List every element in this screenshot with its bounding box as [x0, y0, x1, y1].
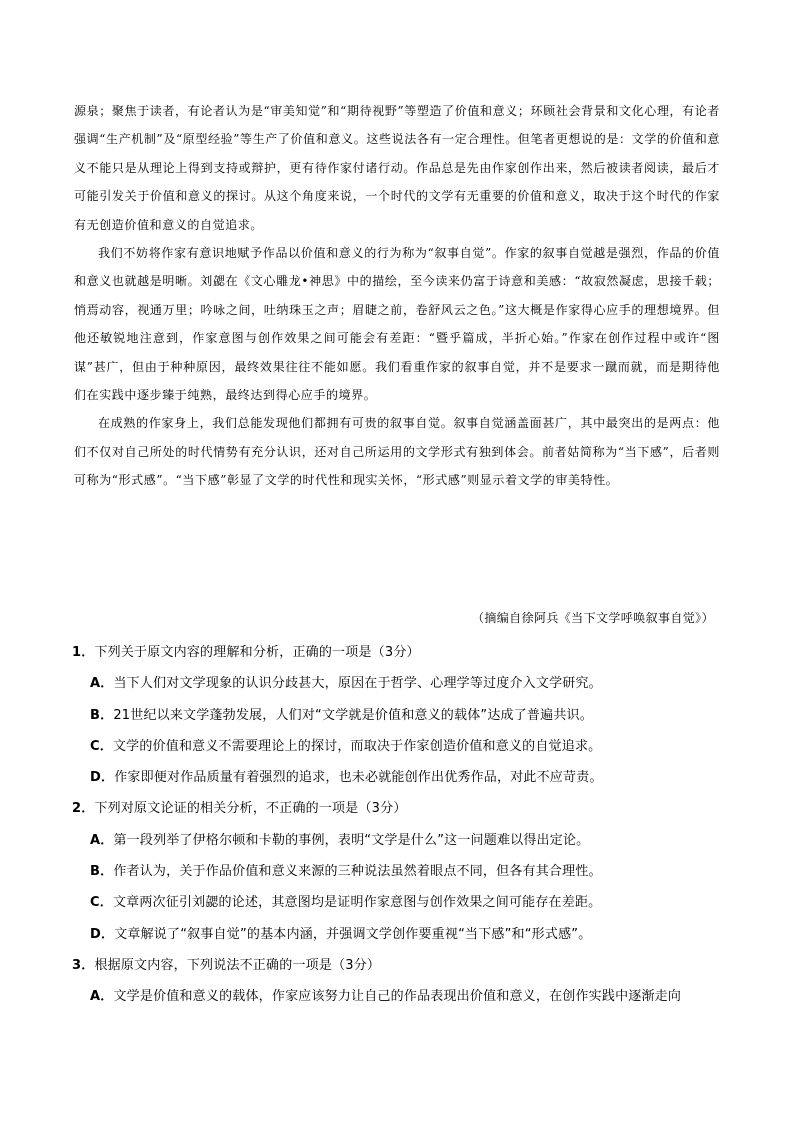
option-letter: B． — [90, 707, 114, 723]
option-text: 文学的价值和意义不需要理论上的探讨，而取决于作家创造价值和意义的自觉追求。 — [112, 738, 602, 754]
option-text: 21世纪以来文学蓬勃发展，人们对“文学就是价值和意义的载体”达成了普遍共识。 — [113, 707, 593, 723]
option-b[interactable] — [72, 700, 722, 731]
option-c[interactable] — [72, 887, 722, 918]
question-stem — [72, 637, 722, 668]
option-letter: B． — [90, 864, 114, 880]
passage-paragraph-2: 我们不妨将作家有意识地赋予作品以价值和意义的行为称为“叙事自觉”。作家的叙事自觉越是强烈，作品的价值和意义也就越是明晰。刘勰在《文心雕龙•神思》中的描绘，至今读来仍富于诗意和美感：“故寂然凝虑，思接千载；悄焉动容，视通万里；吟咏之间，吐纳珠玉之声；眉睫之前，卷舒风云之色。”这大概是作家得心应手的理想境界。但他还敏锐地注意到，作家意图与创作效果之间可能会有差距：“暨乎篇成，半折心始。”作家在创作过程中或许“图谋”甚广，但由于种种原因，最终效果往往不能如愿。我们看重作家的叙事自觉，并不是要求一蹴而就，而是期待他们在实践中逐步臻于纯熟，最终达到得心应手的境界。 — [74, 246, 720, 403]
option-text: 作家即便对作品质量有着强烈的追求，也未必就能创作出优秀作品，对此不应苛责。 — [114, 770, 603, 786]
option-letter: A． — [90, 676, 114, 692]
question-text: 下列关于原文内容的理解和分析，正确的一项是（3分） — [94, 645, 420, 660]
option-a[interactable] — [72, 981, 722, 1012]
passage-paragraph-3: 在成熟的作家身上，我们总能发现他们都拥有可贵的叙事自觉。叙事自觉涵盖面甚广，其中最突出的是两点：他们不仅对自己所处的时代情势有充分认识，还对自己所运用的文学形式有独到体会。前者姑简称为“当下感”，后者则可称为“形式感”。“当下感”彰显了文学的时代性和现实关怀，“形式感”则显示着文学的审美特性。 — [74, 416, 720, 488]
option-a[interactable] — [72, 668, 722, 699]
question-text: 下列对原文论证的相关分析，不正确的一项是（3分） — [94, 801, 407, 817]
passage-source-citation: （摘编自徐阿兵《当下文学呼唤叙事自觉》） — [471, 611, 714, 625]
option-letter: A． — [90, 832, 114, 848]
option-text: 文学是价值和意义的载体，作家应该努力让自己的作品表现出价值和意义，在创作实践中逐渐走向 — [113, 989, 682, 1005]
option-text: 文章两次征引刘勰的论述，其意图均是证明作家意图与创作效果之间可能存在差距。 — [112, 895, 602, 911]
reading-passage — [74, 97, 720, 495]
question-text: 根据原文内容，下列说法不正确的一项是（3分） — [94, 957, 381, 973]
question-number: 1． — [72, 645, 95, 660]
option-letter: C． — [90, 738, 113, 754]
question-3 — [72, 950, 722, 1013]
option-a[interactable] — [72, 825, 722, 856]
option-text: 文章解说了“叙事自觉”的基本内涵，并强调文学创作要重视“当下感”和“形式感”。 — [114, 926, 592, 942]
option-letter: D． — [90, 926, 115, 942]
option-letter: D． — [90, 770, 115, 786]
option-d[interactable] — [72, 762, 722, 793]
question-2 — [72, 793, 722, 949]
question-stem — [72, 950, 722, 981]
question-list — [72, 637, 722, 1013]
question-number: 2． — [72, 801, 95, 817]
option-text: 当下人们对文学现象的认识分歧甚大，原因在于哲学、心理学等过度介入文学研究。 — [113, 676, 602, 692]
question-stem — [72, 793, 722, 824]
option-letter: A． — [90, 989, 114, 1005]
option-text: 第一段列举了伊格尔顿和卡勒的事例，表明“文学是什么”这一问题难以得出定论。 — [113, 832, 590, 848]
option-b[interactable] — [72, 856, 722, 887]
option-c[interactable] — [72, 731, 722, 762]
passage-paragraph-1: 源泉；聚焦于读者，有论者认为是“审美知觉”和“期待视野”等塑造了价值和意义；环顾社会背景和文化心理，有论者强调“生产机制”及“原型经验”等生产了价值和意义。这些说法各有一定合理性。但笔者更想说的是：文学的价值和意义不能只是从理论上得到支持或辩护，更有待作家付诸行动。作品总是先由作家创作出来，然后被读者阅读，最后才可能引发关于价值和意义的探讨。从这个角度来说，一个时代的文学有无重要的价值和意义，取决于这个时代的作家有无创造价值和意义的自觉追求。 — [74, 104, 720, 232]
option-text: 作者认为，关于作品价值和意义来源的三种说法虽然着眼点不同，但各有其合理性。 — [113, 864, 602, 880]
option-d[interactable] — [72, 919, 722, 950]
question-number: 3． — [72, 957, 95, 973]
question-1 — [72, 637, 722, 793]
option-letter: C． — [90, 895, 113, 911]
